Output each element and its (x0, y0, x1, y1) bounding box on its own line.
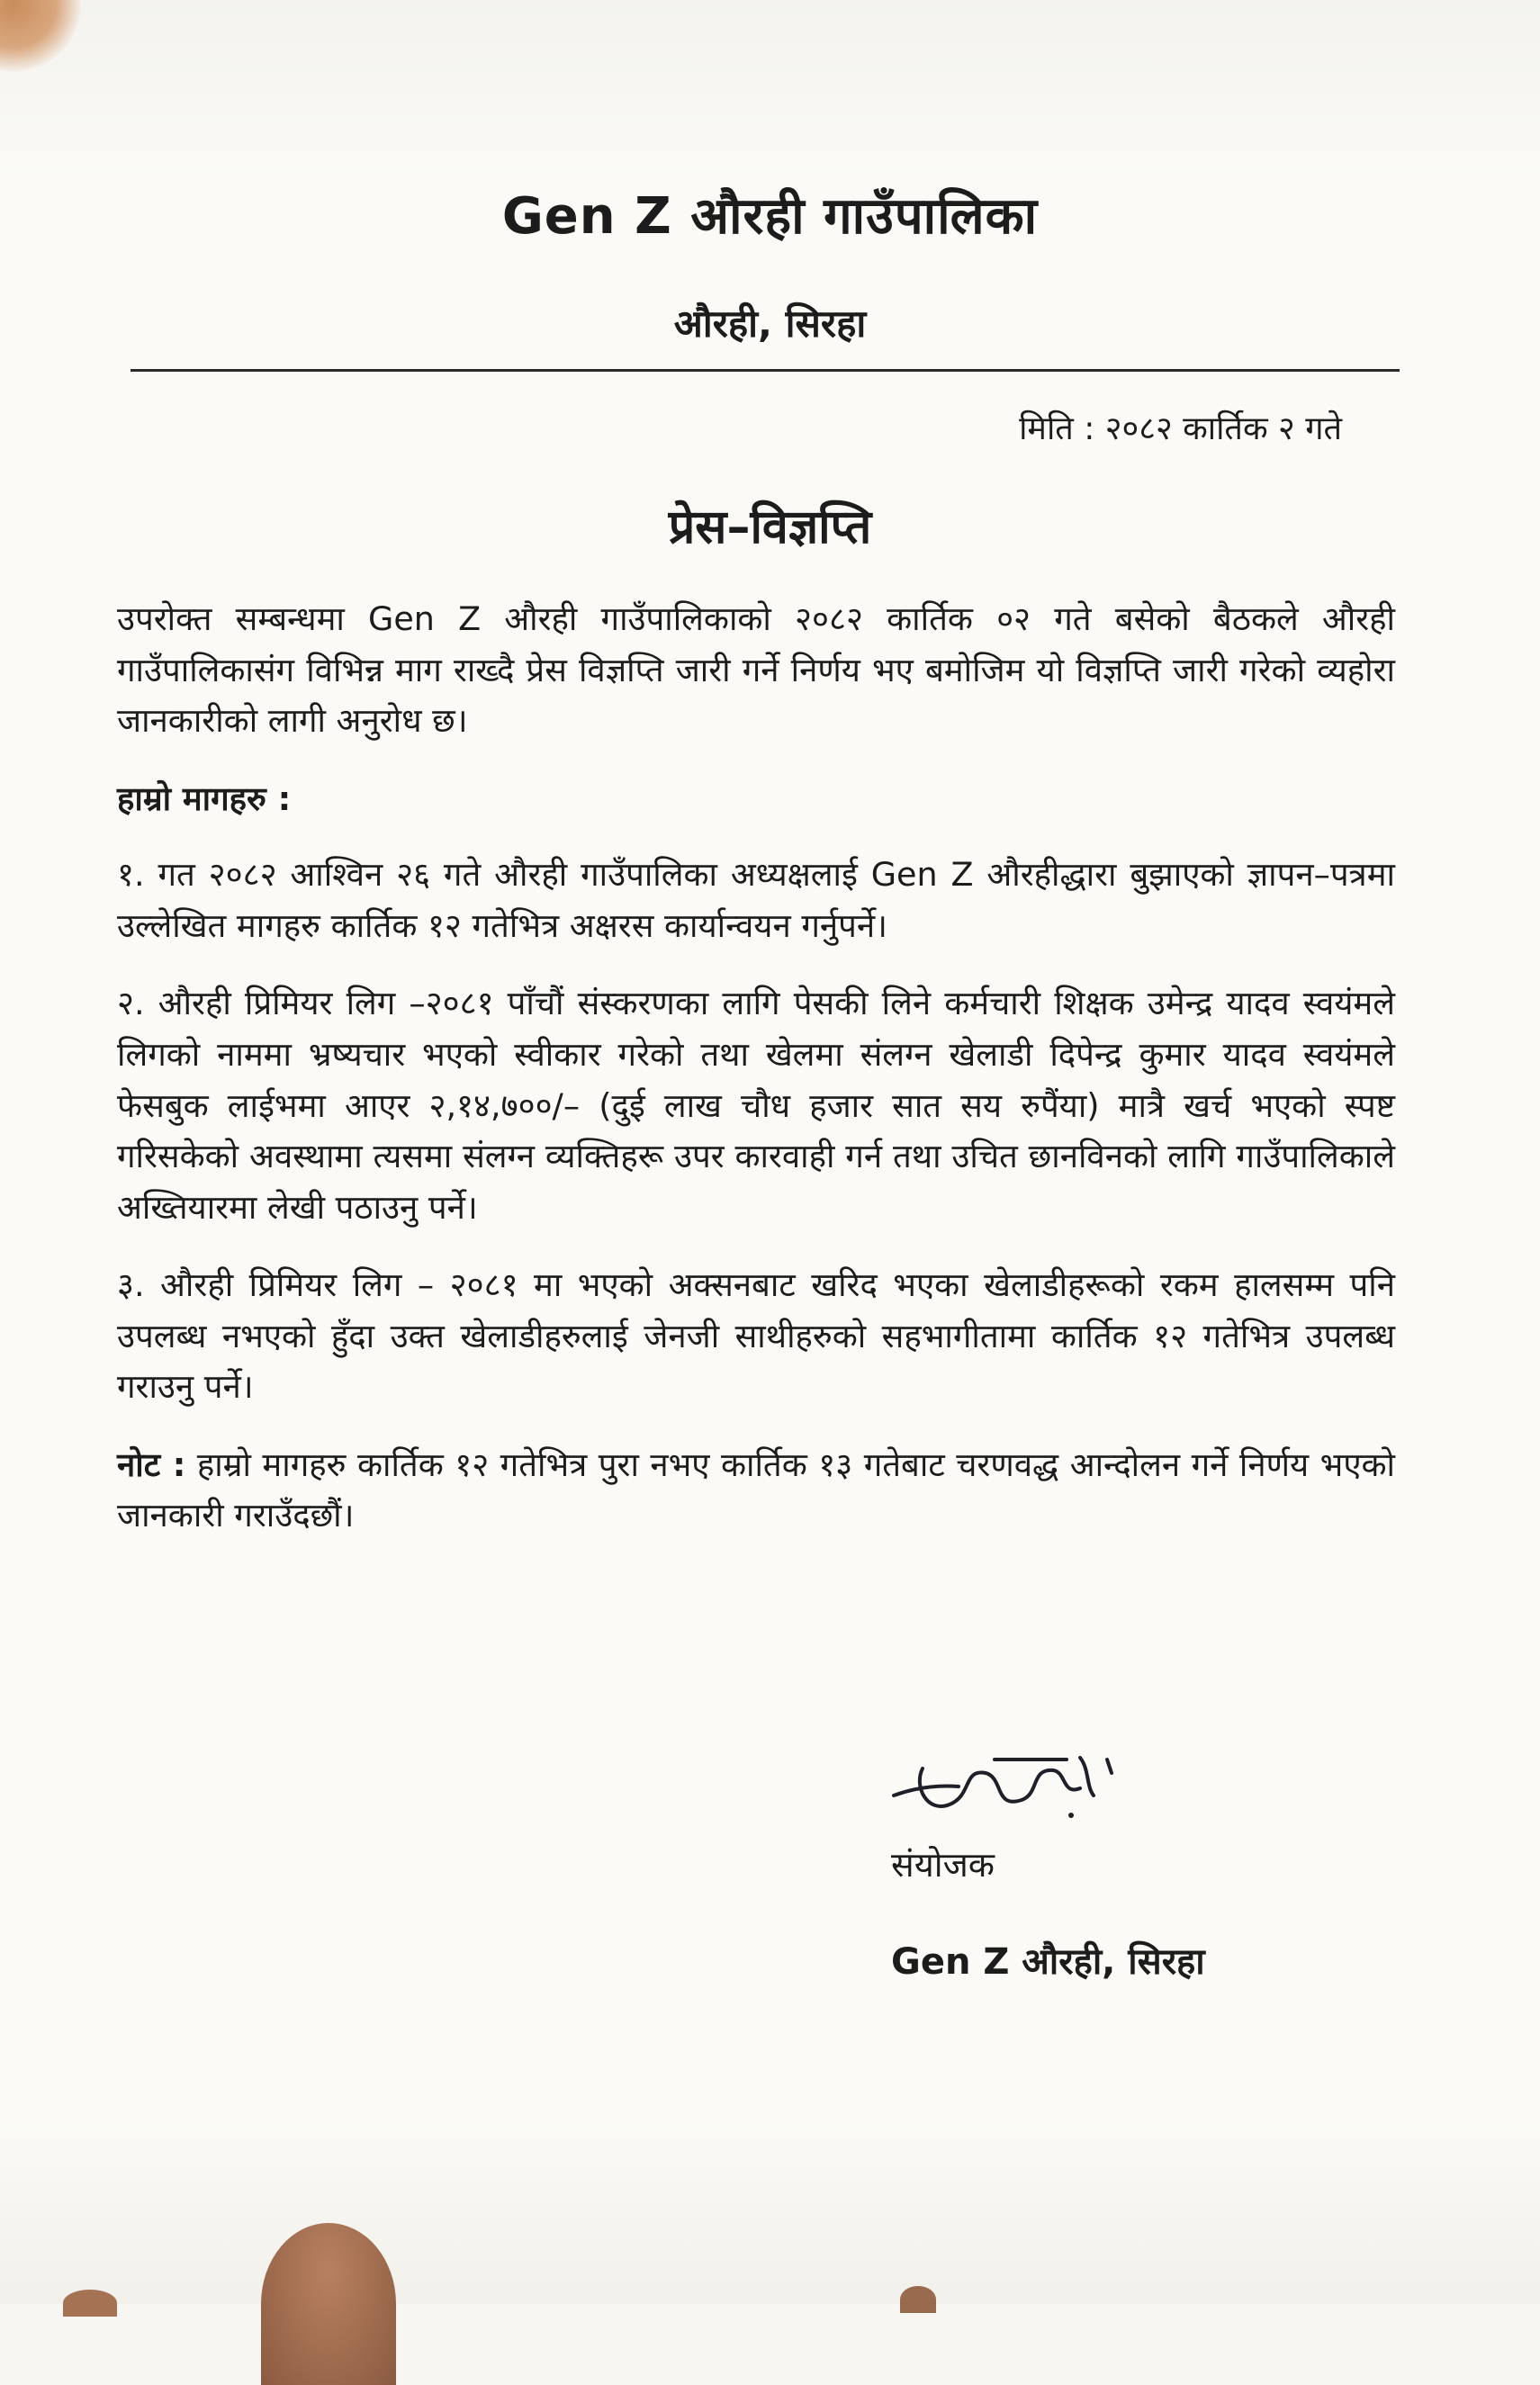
signature-scribble-icon (887, 1732, 1157, 1840)
note-paragraph (117, 1440, 1395, 1542)
note-label: नोट : (117, 1444, 186, 1484)
demand-item-1: १. गत २०८२ आश्विन २६ गते औरही गाउँपालिका अध्यक्षलाई Gen Z औरहीद्धारा बुझाएको ज्ञापन–पत्रमा उल्लेखित मागहरु कार्तिक १२ गतेभित्र अक्षरस कार्यान्वयन गर्नुपर्ने। (117, 855, 1395, 945)
edge-mark (900, 2286, 936, 2313)
signatory-organization: Gen Z औरही, सिरहा (891, 1941, 1205, 1983)
document-title: प्रेस–विज्ञप्ति (668, 500, 872, 554)
corner-smudge (0, 0, 81, 72)
header-divider (131, 369, 1400, 372)
date-line: मिति : २०८२ कार्तिक २ गते (1019, 410, 1342, 447)
organization-location: औरही, सिरहा (673, 302, 867, 346)
intro-paragraph: उपरोक्त सम्बन्धमा Gen Z औरही गाउँपालिकाको २०८२ कार्तिक ०२ गते बसेको बैठकले औरही गाउँपालिकासंग विभिन्न माग राख्दै प्रेस विज्ञप्ति जारी गर्ने निर्णय भए बमोजिम यो विज्ञप्ति जारी गरेको व्यहोरा जानकारीको लागी अनुरोध छ। (117, 599, 1395, 741)
demand-item-2: २. औरही प्रिमियर लिग –२०८१ पाँचौं संस्करणका लागि पेसकी लिने कर्मचारी शिक्षक उमेन्द्र यादव स्वयंमले लिगको नाममा भ्रष्यचार भएको स्वीकार गरेको तथा खेलमा संलग्न खेलाडी दिपेन्द्र कुमार यादव स्वयंमले फेसबुक लाईभमा आएर २,१४,७००/– (दुई लाख चौध हजार सात सय रुपैंया) मात्रै खर्च भएको स्पष्ट गरिसकेको अवस्थामा त्यसमा संलग्न व्यक्तिहरू उपर कारवाही गर्न तथा उचित छानविनको लागि गाउँपालिकाले अख्तियारमा लेखी पठाउनु पर्ने। (117, 984, 1395, 1227)
document-body (117, 594, 1395, 1569)
signature (887, 1732, 1391, 1840)
signatory-role: संयोजक (891, 1845, 995, 1885)
demand-item-3: ३. औरही प्रिमियर लिग – २०८१ मा भएको अक्सनबाट खरिद भएका खेलाडीहरूको रकम हालसम्म पनि उपलब्ध नभएको हुँदा उक्त खेलाडीहरुलाई जेनजी साथीहरुको सहभागीतामा कार्तिक १२ गतेभित्र उपलब्ध गराउनु पर्ने। (117, 1265, 1395, 1407)
organization-title: Gen Z औरही गाउँपालिका (501, 187, 1039, 246)
thumb-shadow (261, 2223, 396, 2385)
demands-label: हाम्रो मागहरु : (117, 778, 292, 818)
edge-mark (63, 2290, 117, 2317)
note-text: हाम्रो मागहरु कार्तिक १२ गतेभित्र पुरा नभए कार्तिक १३ गतेबाट चरणवद्ध आन्दोलन गर्ने निर्णय भएको जानकारी गराउँदछौं। (117, 1444, 1395, 1535)
